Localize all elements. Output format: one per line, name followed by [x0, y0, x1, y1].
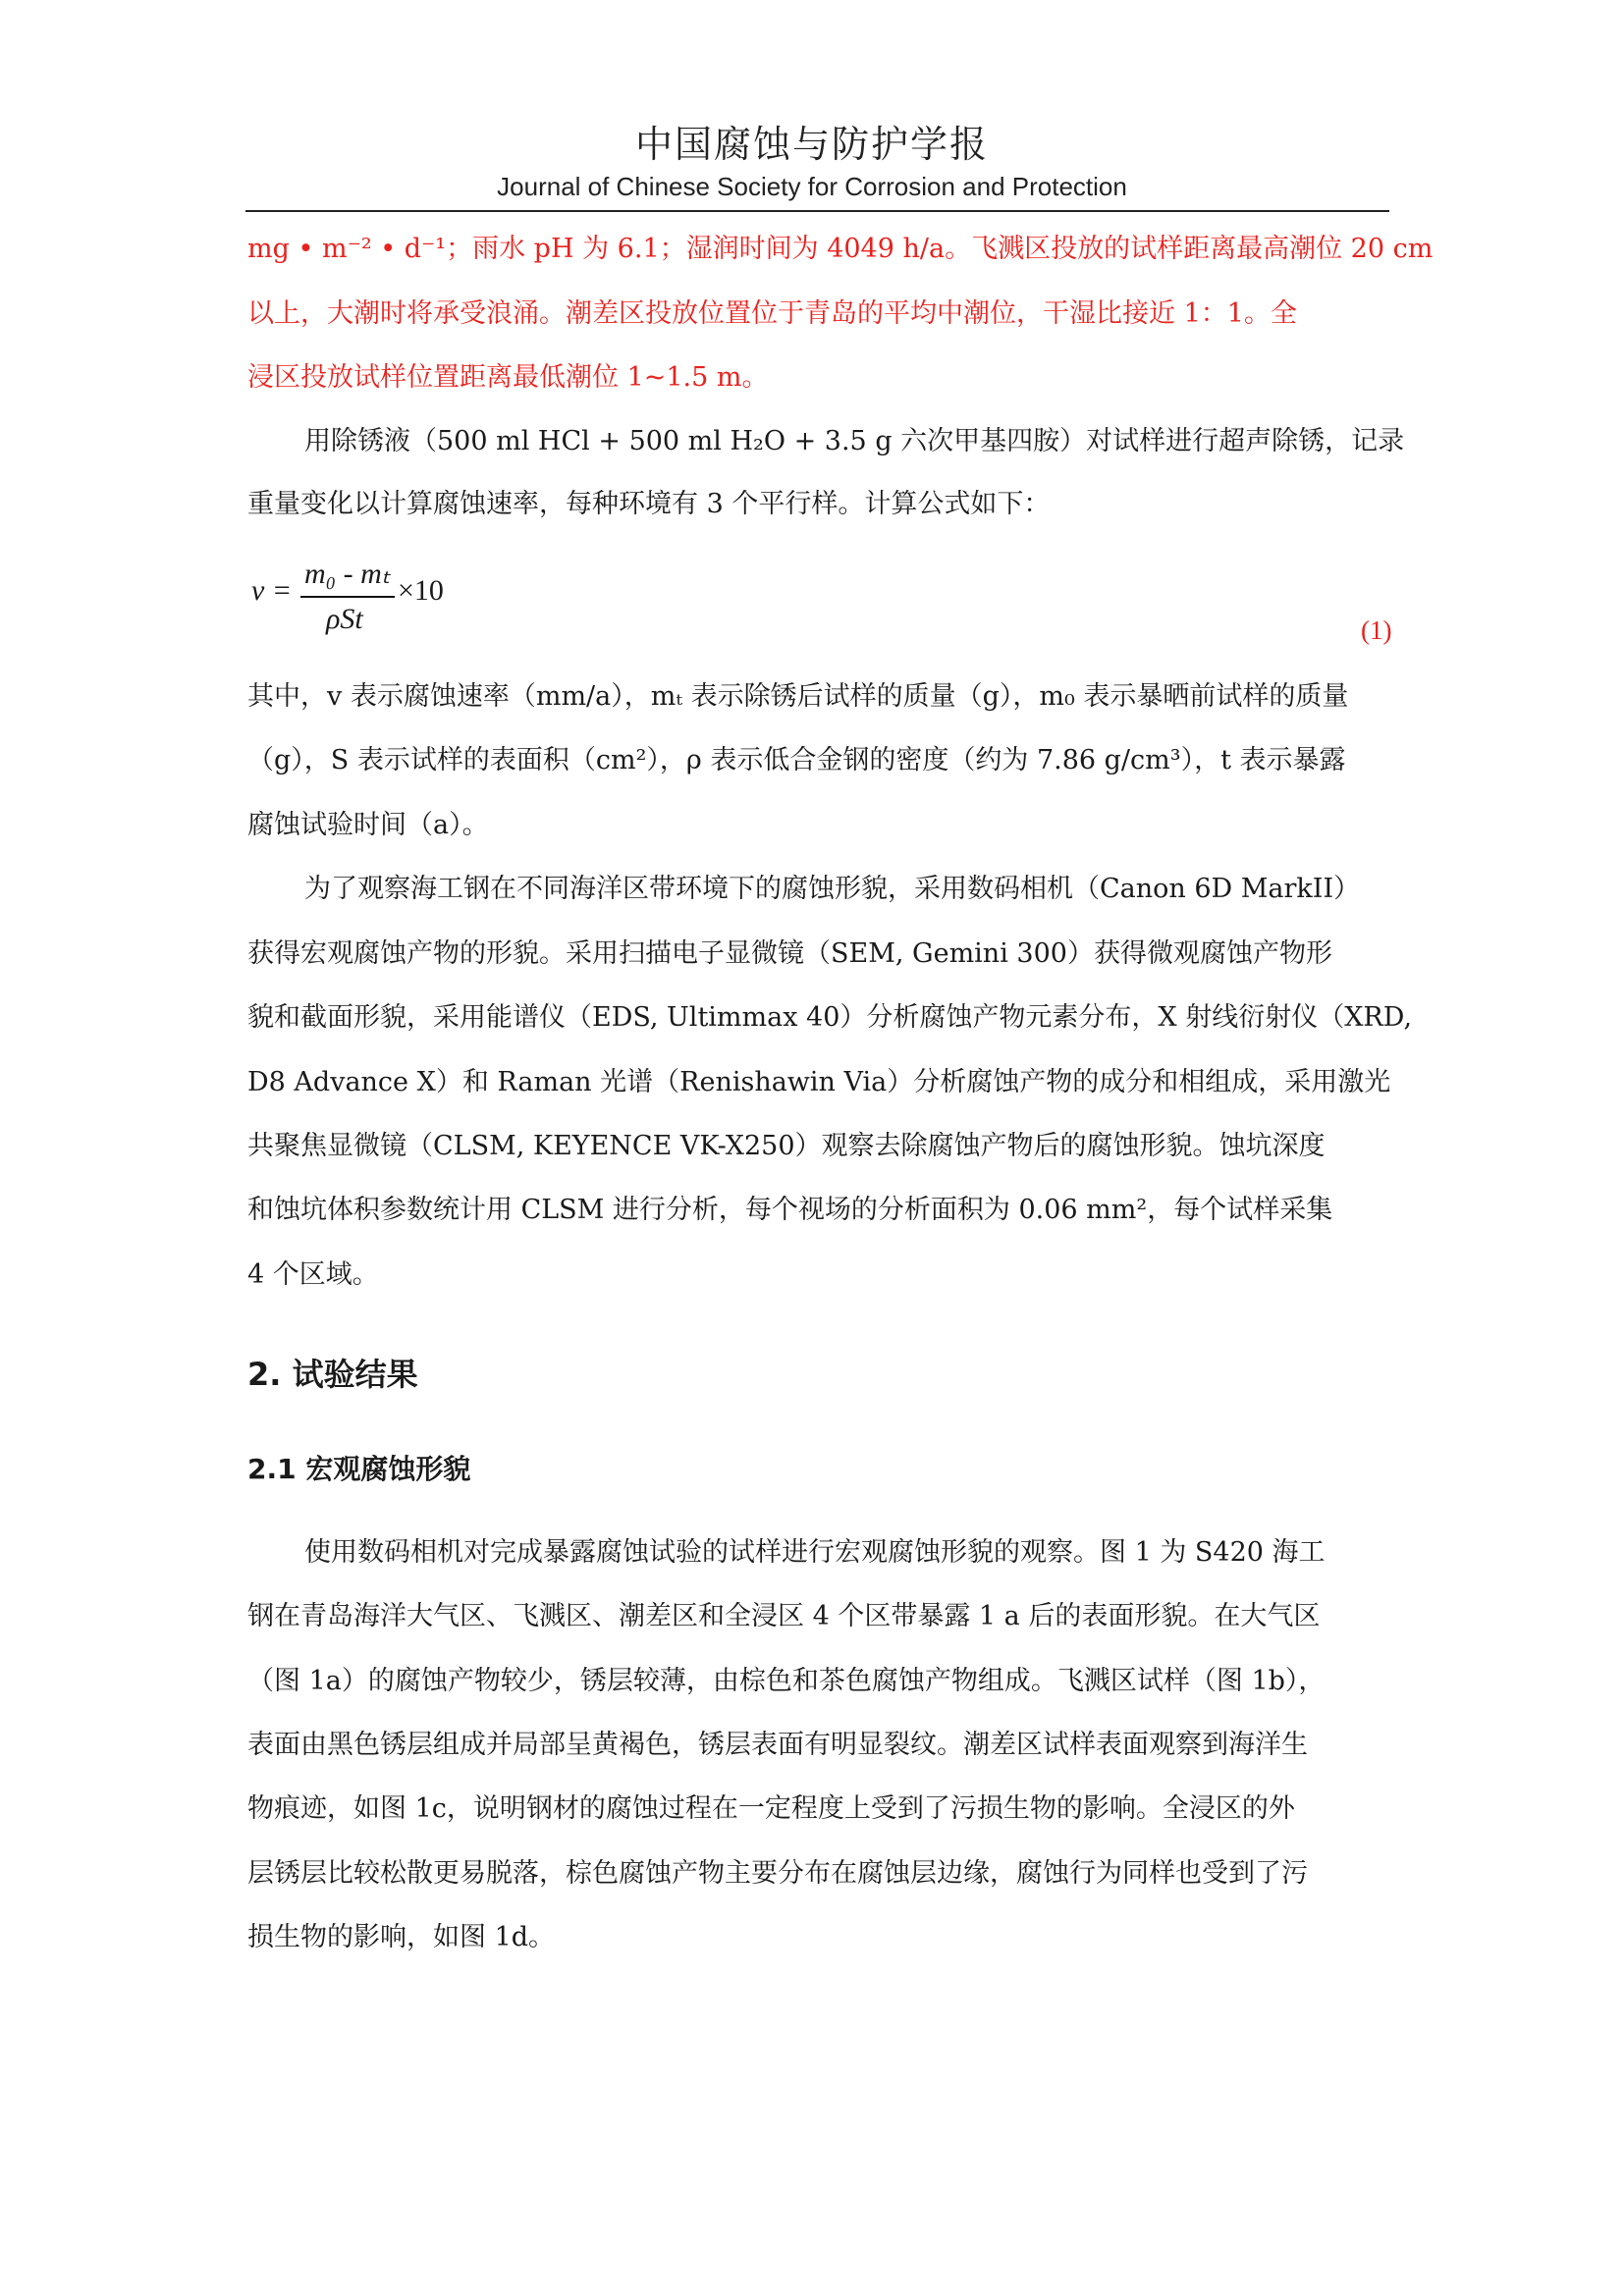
- body-text-line: D8 Advance X）和 Raman 光谱（Renishawin Via）分析腐蚀产物的成分和相组成，采用激光: [247, 1067, 1391, 1097]
- body-text-line: 其中，v 表示腐蚀速率（mm/a），mₜ 表示除锈后试样的质量（g），m₀ 表示暴晒前试样的质量: [247, 681, 1349, 712]
- body-text-line: 钢在青岛海洋大气区、飞溅区、潮差区和全浸区 4 个区带暴露 1 a 后的表面形貌。在大气区: [247, 1601, 1321, 1631]
- body-text-line: （图 1a）的腐蚀产物较少，锈层较薄，由棕色和茶色腐蚀产物组成。飞溅区试样（图 1b），: [247, 1666, 1326, 1696]
- body-text-line: 用除锈液（500 ml HCl + 500 ml H₂O + 3.5 g 六次甲基四胺）对试样进行超声除锈，记录: [304, 426, 1405, 456]
- body-text-line: 重量变化以计算腐蚀速率，每种环境有 3 个平行样。计算公式如下：: [247, 489, 1051, 519]
- subsection-heading: 2.1 宏观腐蚀形貌: [247, 1453, 471, 1485]
- body-text-line: 损生物的影响，如图 1d。: [247, 1922, 556, 1952]
- section-heading: 2. 试验结果: [247, 1356, 418, 1393]
- equation-numerator: m₀ - mₜ: [304, 558, 391, 590]
- body-text-line: 使用数码相机对完成暴露腐蚀试验的试样进行宏观腐蚀形貌的观察。图 1 为 S420 海工: [304, 1537, 1326, 1568]
- body-text-line: 物痕迹，如图 1c，说明钢材的腐蚀过程在一定程度上受到了污损生物的影响。全浸区的外: [247, 1793, 1295, 1824]
- equation-denominator: ρSt: [326, 603, 363, 635]
- body-text-line: （g），S 表示试样的表面积（cm²），ρ 表示低合金钢的密度（约为 7.86 g/cm³），t 表示暴露: [247, 745, 1346, 775]
- red-text-line: mg • m⁻² • d⁻¹；雨水 pH 为 6.1；湿润时间为 4049 h/a。飞溅区投放的试样距离最高潮位 20 cm: [247, 234, 1434, 264]
- red-text-line: 浸区投放试样位置距离最低潮位 1~1.5 m。: [247, 362, 769, 393]
- header-divider: [245, 210, 1389, 212]
- journal-subtitle: Journal of Chinese Society for Corrosion and Protection: [497, 172, 1127, 201]
- body-text-line: 层锈层比较松散更易脱落，棕色腐蚀产物主要分布在腐蚀层边缘，腐蚀行为同样也受到了污: [247, 1858, 1308, 1889]
- equation-number: (1): [1361, 615, 1392, 645]
- red-text-line: 以上，大潮时将承受浪涌。潮差区投放位置位于青岛的平均中潮位，干湿比接近 1：1。全: [247, 298, 1297, 329]
- equation-factor: ×10: [398, 574, 444, 607]
- body-text-line: 和蚀坑体积参数统计用 CLSM 进行分析，每个视场的分析面积为 0.06 mm²，每个试样采集: [247, 1195, 1333, 1225]
- body-text-line: 共聚焦显微镜（CLSM, KEYENCE VK-X250）观察去除腐蚀产物后的腐蚀形貌。蚀坑深度: [247, 1131, 1326, 1161]
- body-text-line: 获得宏观腐蚀产物的形貌。采用扫描电子显微镜（SEM, Gemini 300）获得微观腐蚀产物形: [247, 938, 1332, 969]
- equation-lhs: v =: [251, 574, 293, 607]
- body-text-line: 腐蚀试验时间（a）。: [247, 810, 489, 840]
- body-text-line: 为了观察海工钢在不同海洋区带环境下的腐蚀形貌，采用数码相机（Canon 6D MarkII）: [304, 874, 1361, 904]
- journal-title: 中国腐蚀与防护学报: [634, 123, 989, 166]
- body-text-line: 4 个区域。: [247, 1259, 379, 1290]
- body-text-line: 貌和截面形貌，采用能谱仪（EDS, Ultimmax 40）分析腐蚀产物元素分布，X 射线衍射仪（XRD,: [247, 1002, 1413, 1033]
- body-text-line: 表面由黑色锈层组成并局部呈黄褐色，锈层表面有明显裂纹。潮差区试样表面观察到海洋生: [247, 1730, 1308, 1760]
- fraction-bar: [300, 596, 395, 598]
